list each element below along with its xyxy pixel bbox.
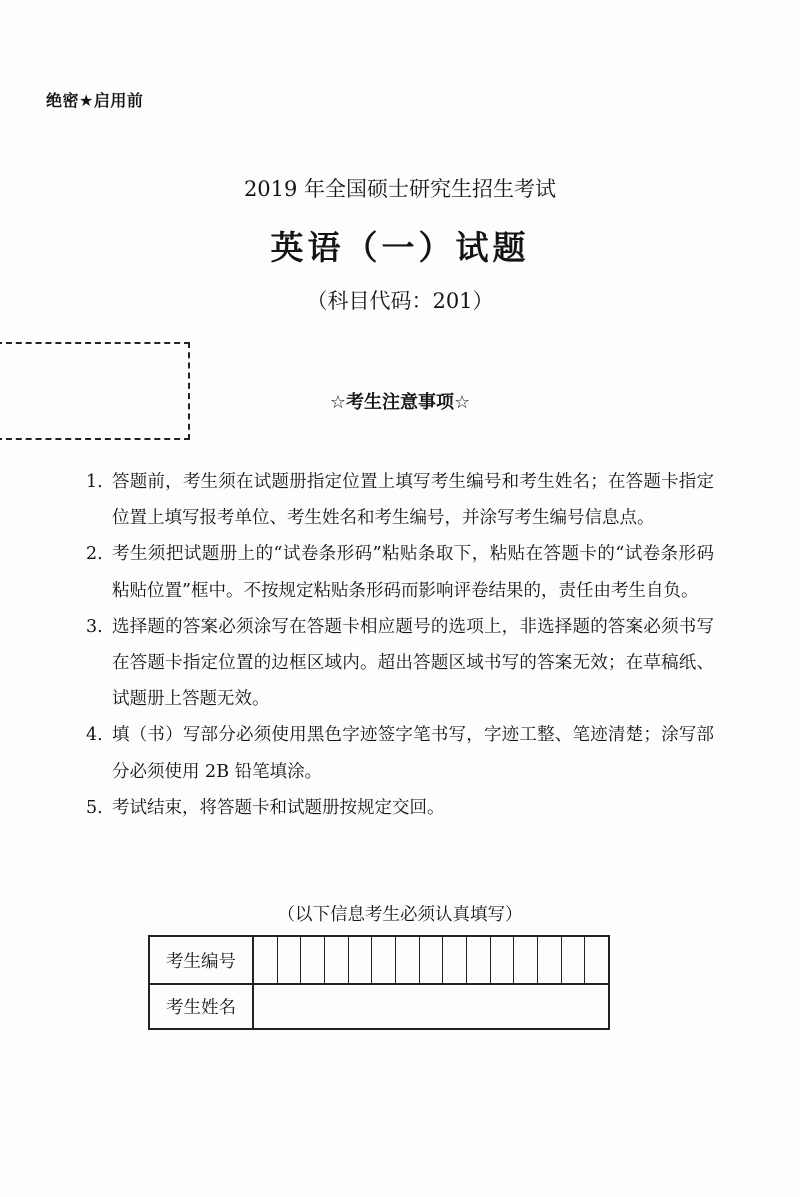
notice-item — [86, 609, 714, 718]
notice-number: 4. — [86, 725, 103, 746]
candidate-id-digit-box[interactable] — [584, 937, 608, 983]
candidate-id-digit-box[interactable] — [561, 937, 585, 983]
candidate-id-boxes[interactable] — [254, 937, 608, 983]
candidate-id-digit-box[interactable] — [395, 937, 419, 983]
candidate-id-digit-box[interactable] — [371, 937, 395, 983]
candidate-id-digit-box[interactable] — [513, 937, 537, 983]
candidate-id-label: 考生编号 — [149, 936, 253, 984]
notice-number: 5. — [86, 797, 103, 818]
candidate-id-digit-box[interactable] — [300, 937, 324, 983]
form-heading: （以下信息考生必须认真填写） — [277, 905, 523, 925]
subject-code: （科目代码：201） — [306, 289, 494, 313]
candidate-id-digit-box[interactable] — [442, 937, 466, 983]
page-title: 英语（一）试题 — [270, 228, 530, 267]
notice-text: 考试结束，将答题卡和试题册按规定交回。 — [112, 797, 445, 818]
notice-item — [86, 536, 714, 608]
confidential-mark: 绝密★启用前 — [46, 91, 144, 110]
notice-item — [86, 717, 714, 789]
candidate-id-digit-box[interactable] — [466, 937, 490, 983]
candidate-id-digit-box[interactable] — [348, 937, 372, 983]
candidate-id-field[interactable] — [253, 936, 609, 984]
candidate-id-digit-box[interactable] — [537, 937, 561, 983]
exam-name: 2019 年全国硕士研究生招生考试 — [243, 177, 557, 201]
notice-item — [86, 790, 714, 826]
candidate-id-digit-box[interactable] — [277, 937, 301, 983]
candidate-id-digit-box[interactable] — [324, 937, 348, 983]
notice-text: 填（书）写部分必须使用黑色字迹签字笔书写，字迹工整、笔迹清楚；涂写部分必须使用 2B 铅笔填涂。 — [112, 725, 714, 782]
candidate-name-input[interactable] — [254, 986, 608, 1027]
table-row — [149, 936, 609, 984]
notice-list — [86, 464, 714, 826]
candidate-info-form — [148, 935, 610, 1030]
candidate-name-label: 考生姓名 — [149, 984, 253, 1029]
notice-text: 考生须把试题册上的“试卷条形码”粘贴条取下，粘贴在答题卡的“试卷条形码粘贴位置”框中。不按规定粘贴条形码而影响评卷结果的，责任由考生自负。 — [112, 544, 714, 601]
candidate-id-digit-box[interactable] — [490, 937, 514, 983]
notice-number: 3. — [86, 616, 103, 637]
notice-number: 1. — [86, 472, 103, 492]
notice-text: 答题前，考生须在试题册指定位置上填写考生编号和考生姓名；在答题卡指定位置上填写报考单位、考生姓名和考生编号，并涂写考生编号信息点。 — [112, 472, 714, 529]
candidate-id-digit-box[interactable] — [419, 937, 443, 983]
candidate-name-field[interactable] — [253, 984, 609, 1029]
notice-item — [86, 464, 714, 536]
notice-text: 选择题的答案必须涂写在答题卡相应题号的选项上，非选择题的答案必须书写在答题卡指定位置的边框区域内。超出答题区域书写的答案无效；在草稿纸、试题册上答题无效。 — [112, 616, 714, 710]
notice-number: 2. — [86, 544, 103, 565]
notice-heading: ☆考生注意事项☆ — [329, 392, 471, 413]
candidate-id-digit-box[interactable] — [254, 937, 277, 983]
table-row — [149, 984, 609, 1029]
